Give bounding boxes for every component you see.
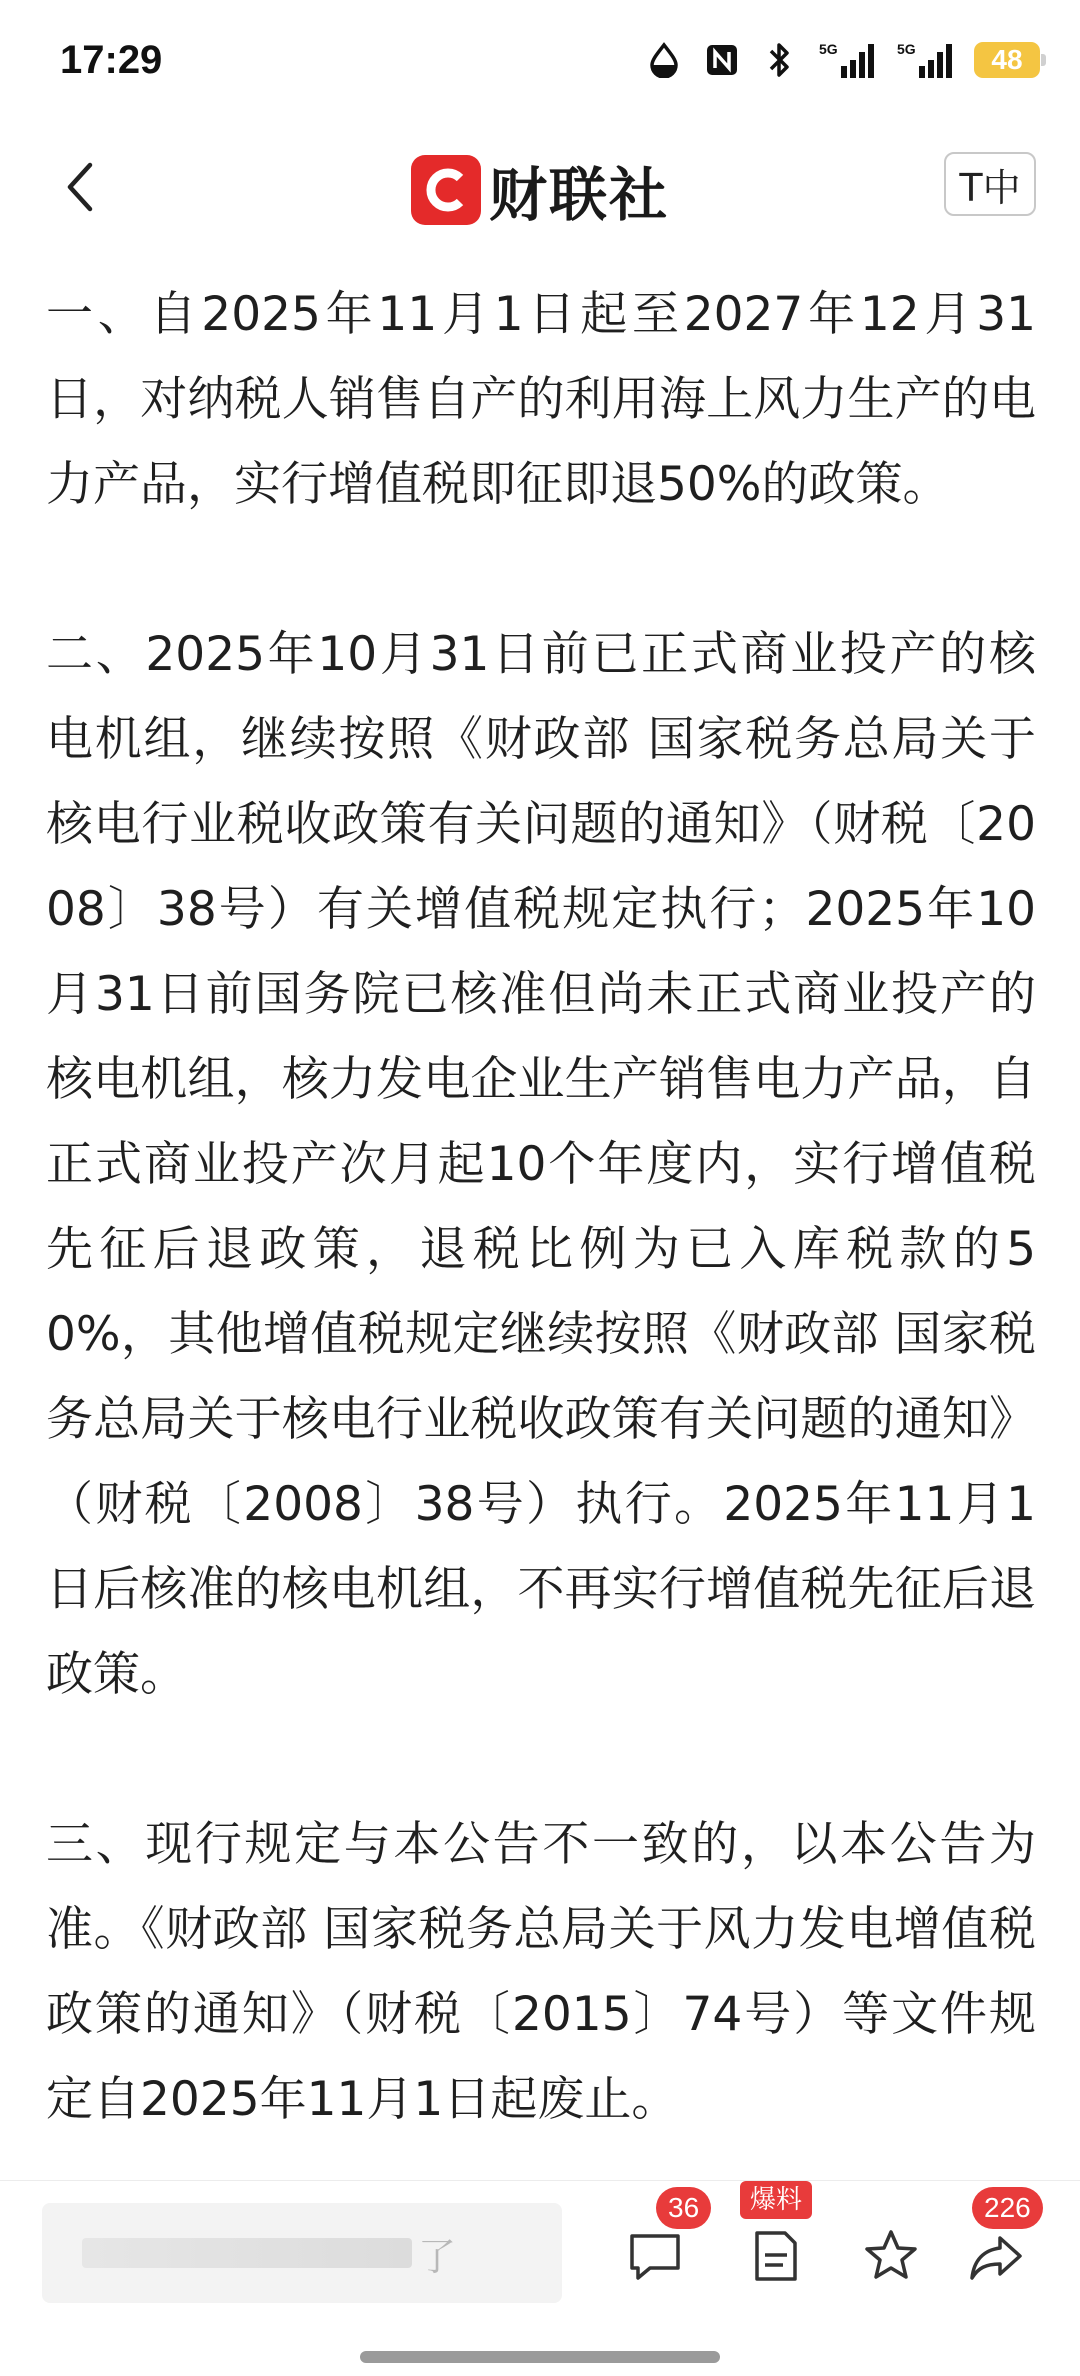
comment-count-badge: 36: [656, 2187, 711, 2229]
article-header: [0, 130, 1080, 240]
status-icons: [644, 40, 1040, 80]
comment-icon: [626, 2228, 684, 2284]
status-time: 17:29: [60, 38, 163, 82]
signal-5g-icon: [896, 40, 956, 80]
comment-placeholder-blur: [82, 2238, 412, 2268]
bottom-action-bar: [0, 2180, 1080, 2376]
battery-indicator: [974, 42, 1040, 78]
document-icon: [749, 2227, 801, 2285]
star-icon: [861, 2227, 921, 2285]
brand-mark-icon: [411, 155, 481, 225]
article-paragraph: 三、现行规定与本公告不一致的，以本公告为准。《财政部 国家税务总局关于风力发电增值税政策的通知》（财税〔2015〕74号）等文件规定自2025年11月1日起废止。: [46, 1817, 1036, 2127]
article-paragraph: 二、2025年10月31日前已正式商业投产的核电机组，继续按照《财政部 国家税务总局关于核电行业税收政策有关问题的通知》（财税〔2008〕38号）有关增值税规定执行；2025年10月31日前国务院已核准但尚未正式商业投产的核电机组，核力发电企业生产销售电力产品，自正式商业投产次月起10个年度内，实行增值税先征后退政策，退税比例为已入库税款的50%，其他增值税规定继续按照《财政部 国家税务总局关于核电行业税收政策有关问题的通知》（财税〔2008〕38号）执行。2025年11月1日后核准的核电机组，不再实行增值税先征后退政策。: [46, 627, 1036, 1702]
share-count-badge: 226: [972, 2187, 1043, 2229]
favorite-button[interactable]: [846, 2211, 936, 2301]
share-icon: [966, 2228, 1028, 2284]
home-indicator[interactable]: [360, 2351, 720, 2363]
battery-level: 48: [991, 44, 1023, 75]
data-saver-icon: [644, 40, 684, 80]
status-bar: [0, 0, 1080, 120]
brand-name: 财联社: [488, 161, 669, 229]
comment-placeholder: 了: [418, 2234, 458, 2279]
comment-button[interactable]: [610, 2192, 700, 2301]
font-size-button[interactable]: T中: [944, 152, 1036, 216]
bluetooth-icon: [760, 40, 800, 80]
svg-text:5G: 5G: [819, 41, 838, 57]
share-button[interactable]: [952, 2192, 1042, 2301]
nfc-icon: [702, 40, 742, 80]
brand-logo: [0, 148, 1080, 232]
svg-text:5G: 5G: [897, 41, 916, 57]
comment-input[interactable]: [42, 2203, 562, 2303]
tip-off-button[interactable]: [730, 2185, 820, 2301]
article-body: [46, 272, 1036, 2172]
signal-5g-icon: [818, 40, 878, 80]
article-paragraph: 一、自2025年11月1日起至2027年12月31日，对纳税人销售自产的利用海上风力生产的电力产品，实行增值税即征即退50%的政策。: [46, 287, 1036, 512]
tip-off-badge: 爆料: [740, 2181, 812, 2219]
